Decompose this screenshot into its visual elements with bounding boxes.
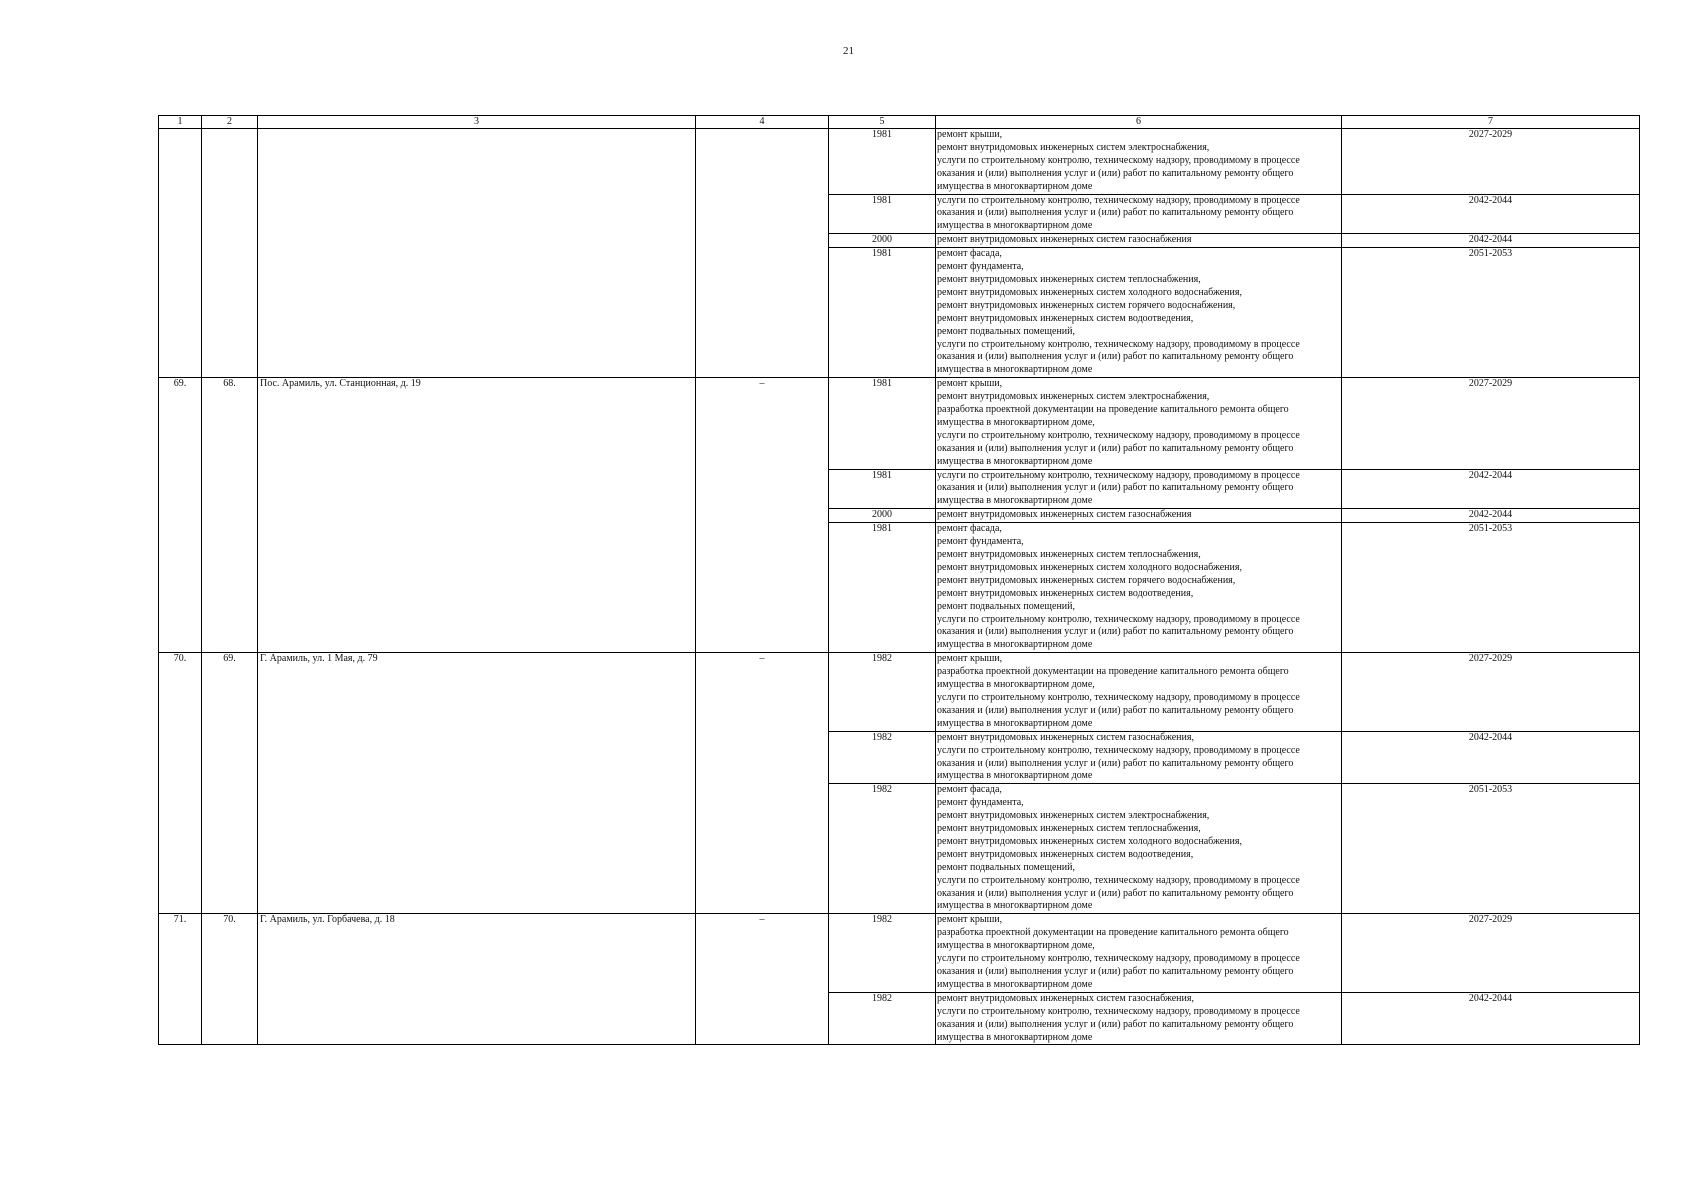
entry-number: 70. (159, 653, 202, 914)
entry-number: 69. (159, 378, 202, 653)
works-cell (936, 469, 1342, 509)
year-cell: 1982 (829, 784, 936, 914)
period-cell: 2042-2044 (1342, 234, 1640, 248)
column-header-7: 7 (1342, 116, 1640, 129)
period-cell: 2027-2029 (1342, 378, 1640, 469)
work-line: услуги по строительному контролю, техническому надзору, проводимому в процессе (937, 1005, 1300, 1017)
work-line: ремонт внутридомовых инженерных систем холодного водоснабжения, (937, 286, 1242, 298)
work-line: имущества в многоквартирном доме (937, 978, 1093, 990)
column-header-6: 6 (936, 116, 1342, 129)
work-line: услуги по строительному контролю, техническому надзору, проводимому в процессе (937, 154, 1300, 166)
work-line: оказания и (или) выполнения услуг и (или) работ по капитальному ремонту общего (937, 482, 1294, 494)
year-cell: 1981 (829, 129, 936, 195)
work-line: ремонт фундамента, (937, 261, 1024, 273)
work-line: услуги по строительному контролю, техническому надзору, проводимому в процессе (937, 874, 1300, 886)
year-cell: 1981 (829, 378, 936, 469)
column-4-cell: – (696, 914, 829, 1045)
work-line: имущества в многоквартирном доме (937, 717, 1093, 729)
work-line: оказания и (или) выполнения услуг и (или) работ по капитальному ремонту общего (937, 442, 1294, 454)
work-line: услуги по строительному контролю, техническому надзору, проводимому в процессе (937, 613, 1300, 625)
works-cell (936, 378, 1342, 469)
entry-number: 71. (159, 914, 202, 1045)
work-line: ремонт внутридомовых инженерных систем водоотведения, (937, 587, 1194, 599)
works-cell (936, 194, 1342, 234)
work-line: оказания и (или) выполнения услуг и (или) работ по капитальному ремонту общего (937, 351, 1294, 363)
work-line: ремонт фасада, (937, 523, 1002, 535)
column-header-2: 2 (202, 116, 258, 129)
period-cell: 2051-2053 (1342, 248, 1640, 378)
work-line: ремонт крыши, (937, 914, 1003, 926)
period-cell: 2027-2029 (1342, 129, 1640, 195)
work-line: оказания и (или) выполнения услуг и (или) работ по капитальному ремонту общего (937, 626, 1294, 638)
period-cell: 2051-2053 (1342, 523, 1640, 653)
work-line: услуги по строительному контролю, техническому надзору, проводимому в процессе (937, 469, 1300, 481)
works-cell (936, 653, 1342, 731)
work-line: оказания и (или) выполнения услуг и (или) работ по капитальному ремонту общего (937, 167, 1294, 179)
work-line: имущества в многоквартирном доме, (937, 416, 1095, 428)
work-line: ремонт фасада, (937, 784, 1002, 796)
works-cell (936, 509, 1342, 523)
work-line: ремонт внутридомовых инженерных систем водоотведения, (937, 312, 1194, 324)
work-line: ремонт внутридомовых инженерных систем газоснабжения, (937, 992, 1194, 1004)
work-line: имущества в многоквартирном доме (937, 495, 1093, 507)
address-cell: Г. Арамиль, ул. Горбачева, д. 18 (258, 914, 696, 1045)
work-line: ремонт внутридомовых инженерных систем газоснабжения, (937, 731, 1194, 743)
work-line: имущества в многоквартирном доме (937, 180, 1093, 192)
period-cell: 2027-2029 (1342, 914, 1640, 992)
column-header-3: 3 (258, 116, 696, 129)
period-cell: 2027-2029 (1342, 653, 1640, 731)
address-cell: Пос. Арамиль, ул. Станционная, д. 19 (258, 378, 696, 653)
work-line: услуги по строительному контролю, техническому надзору, проводимому в процессе (937, 744, 1300, 756)
year-cell: 1981 (829, 194, 936, 234)
work-line: оказания и (или) выполнения услуг и (или) работ по капитальному ремонту общего (937, 704, 1294, 716)
works-cell (936, 248, 1342, 378)
work-line: оказания и (или) выполнения услуг и (или) работ по капитальному ремонту общего (937, 757, 1294, 769)
work-line: услуги по строительному контролю, техническому надзору, проводимому в процессе (937, 691, 1300, 703)
year-cell: 1982 (829, 731, 936, 784)
work-line: оказания и (или) выполнения услуг и (или) работ по капитальному ремонту общего (937, 1018, 1294, 1030)
work-line: услуги по строительному контролю, техническому надзору, проводимому в процессе (937, 953, 1300, 965)
work-line: имущества в многоквартирном доме (937, 220, 1093, 232)
year-cell: 2000 (829, 509, 936, 523)
work-line: оказания и (или) выполнения услуг и (или) работ по капитальному ремонту общего (937, 207, 1294, 219)
work-line: ремонт крыши, (937, 378, 1003, 390)
work-line: разработка проектной документации на проведение капитального ремонта общего (937, 404, 1289, 416)
work-line: ремонт внутридомовых инженерных систем холодного водоснабжения, (937, 561, 1242, 573)
work-line: разработка проектной документации на проведение капитального ремонта общего (937, 666, 1289, 678)
work-line: ремонт подвальных помещений, (937, 600, 1075, 612)
works-cell (936, 234, 1342, 248)
continuation-cell (202, 129, 258, 378)
column-header-4: 4 (696, 116, 829, 129)
work-line: ремонт внутридомовых инженерных систем водоотведения, (937, 848, 1194, 860)
entry-sub-number: 68. (202, 378, 258, 653)
year-cell: 1981 (829, 469, 936, 509)
work-line: ремонт крыши, (937, 129, 1003, 140)
table-row (159, 914, 1640, 992)
work-line: ремонт фундамента, (937, 536, 1024, 548)
year-cell: 1982 (829, 653, 936, 731)
work-line: оказания и (или) выполнения услуг и (или) работ по капитальному ремонту общего (937, 887, 1294, 899)
work-line: ремонт внутридомовых инженерных систем холодного водоснабжения, (937, 835, 1242, 847)
work-line: имущества в многоквартирном доме (937, 364, 1093, 376)
work-line: ремонт внутридомовых инженерных систем горячего водоснабжения, (937, 574, 1236, 586)
column-4-cell: – (696, 378, 829, 653)
work-line: имущества в многоквартирном доме (937, 455, 1093, 467)
work-line: ремонт подвальных помещений, (937, 325, 1075, 337)
header-row (159, 116, 1640, 129)
year-cell: 1981 (829, 248, 936, 378)
work-line: имущества в многоквартирном доме (937, 770, 1093, 782)
continuation-cell (696, 129, 829, 378)
works-cell (936, 129, 1342, 195)
continuation-cell (159, 129, 202, 378)
work-line: услуги по строительному контролю, техническому надзору, проводимому в процессе (937, 194, 1300, 206)
page-number: 21 (843, 45, 854, 57)
work-line: ремонт фундамента, (937, 797, 1024, 809)
table-row (159, 378, 1640, 469)
work-line: ремонт внутридомовых инженерных систем горячего водоснабжения, (937, 299, 1236, 311)
year-cell: 1982 (829, 914, 936, 992)
year-cell: 2000 (829, 234, 936, 248)
work-line: ремонт крыши, (937, 653, 1003, 665)
work-line: оказания и (или) выполнения услуг и (или) работ по капитальному ремонту общего (937, 966, 1294, 977)
work-line: ремонт подвальных помещений, (937, 861, 1075, 873)
period-cell: 2042-2044 (1342, 194, 1640, 234)
works-cell (936, 523, 1342, 653)
column-4-cell: – (696, 653, 829, 914)
work-line: имущества в многоквартирном доме (937, 900, 1093, 912)
work-line: ремонт внутридомовых инженерных систем газоснабжения (937, 234, 1192, 246)
work-line: ремонт фасада, (937, 248, 1002, 260)
year-cell: 1981 (829, 523, 936, 653)
table-body (159, 129, 1640, 1045)
work-line: услуги по строительному контролю, техническому надзору, проводимому в процессе (937, 429, 1300, 441)
address-cell: Г. Арамиль, ул. 1 Мая, д. 79 (258, 653, 696, 914)
works-cell (936, 784, 1342, 914)
work-line: имущества в многоквартирном доме, (937, 940, 1095, 952)
work-line: имущества в многоквартирном доме (937, 1031, 1093, 1043)
work-line: ремонт внутридомовых инженерных систем теплоснабжения, (937, 549, 1201, 560)
work-line: ремонт внутридомовых инженерных систем теплоснабжения, (937, 273, 1201, 285)
work-line: ремонт внутридомовых инженерных систем газоснабжения (937, 509, 1192, 521)
work-line: ремонт внутридомовых инженерных систем электроснабжения, (937, 810, 1210, 822)
period-cell: 2042-2044 (1342, 469, 1640, 509)
works-cell (936, 992, 1342, 1045)
column-header-1: 1 (159, 116, 202, 129)
work-line: ремонт внутридомовых инженерных систем электроснабжения, (937, 141, 1210, 153)
entry-sub-number: 69. (202, 653, 258, 914)
period-cell: 2042-2044 (1342, 509, 1640, 523)
repair-schedule-table (158, 115, 1640, 1045)
works-cell (936, 731, 1342, 784)
work-line: имущества в многоквартирном доме, (937, 679, 1095, 691)
work-line: услуги по строительному контролю, техническому надзору, проводимому в процессе (937, 338, 1300, 350)
column-header-5: 5 (829, 116, 936, 129)
continuation-cell (258, 129, 696, 378)
period-cell: 2042-2044 (1342, 731, 1640, 784)
year-cell: 1982 (829, 992, 936, 1045)
entry-sub-number: 70. (202, 914, 258, 1045)
work-line: ремонт внутридомовых инженерных систем электроснабжения, (937, 391, 1210, 403)
period-cell: 2042-2044 (1342, 992, 1640, 1045)
table-row (159, 129, 1640, 195)
period-cell: 2051-2053 (1342, 784, 1640, 914)
works-cell (936, 914, 1342, 992)
work-line: имущества в многоквартирном доме (937, 639, 1093, 651)
table-row (159, 653, 1640, 731)
work-line: разработка проектной документации на проведение капитального ремонта общего (937, 927, 1289, 939)
work-line: ремонт внутридомовых инженерных систем теплоснабжения, (937, 823, 1201, 835)
